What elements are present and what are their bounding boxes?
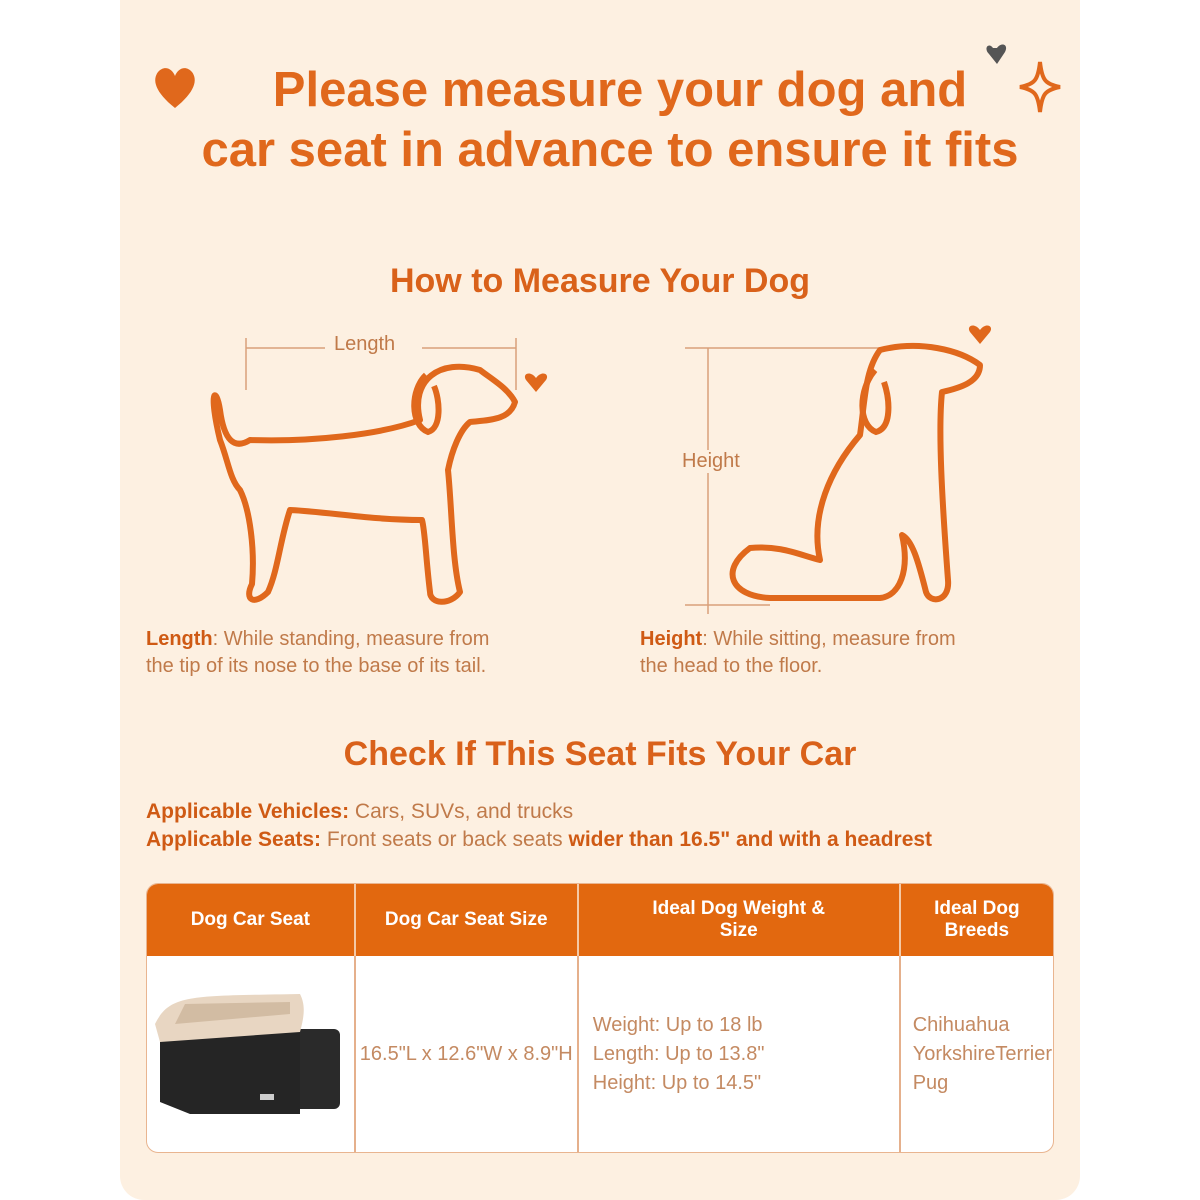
seats-text: Front seats or back seats bbox=[321, 828, 569, 851]
fit-heading: Check If This Seat Fits Your Car bbox=[343, 735, 857, 773]
breed-item: Chihuahua bbox=[912, 1013, 1010, 1036]
ideal-length: Length: Up to 13.8" bbox=[592, 1042, 765, 1065]
table-header-row bbox=[147, 884, 1053, 956]
height-dimension-label: Height bbox=[682, 450, 740, 472]
breed-item: Pug bbox=[912, 1071, 949, 1094]
ideal-height: Height: Up to 14.5" bbox=[592, 1071, 762, 1094]
height-caption-text-2: the head to the floor. bbox=[640, 655, 823, 677]
table-header: Dog Car Seat Size bbox=[356, 884, 579, 956]
vehicles-text: Cars, SUVs, and trucks bbox=[349, 800, 574, 823]
ideal-weight: Weight: Up to 18 lb bbox=[592, 1013, 763, 1036]
length-dimension-label: Length bbox=[334, 333, 396, 355]
product-image-cell bbox=[147, 956, 356, 1152]
seat-size-cell: 16.5"L x 12.6"W x 8.9"H bbox=[356, 956, 579, 1152]
height-caption bbox=[640, 626, 956, 680]
standing-dog-illustration bbox=[190, 330, 560, 620]
table-header: Ideal Dog Breeds bbox=[901, 884, 1053, 956]
vehicles-label: Applicable Vehicles: bbox=[146, 800, 350, 823]
breed-item: YorkshireTerrier bbox=[912, 1042, 1052, 1065]
page-title bbox=[150, 60, 1070, 180]
seats-label: Applicable Seats: bbox=[146, 828, 322, 851]
applicable-seats bbox=[146, 826, 932, 854]
breeds-cell bbox=[901, 956, 1053, 1152]
fit-table bbox=[146, 883, 1054, 1153]
height-caption-label: Height bbox=[640, 628, 703, 650]
length-caption-label: Length bbox=[146, 628, 213, 650]
length-caption-text-2: the tip of its nose to the base of its tail. bbox=[146, 655, 487, 677]
length-caption bbox=[146, 626, 489, 680]
ideal-size-cell bbox=[579, 956, 901, 1152]
title-line-1: Please measure your dog and bbox=[272, 63, 968, 117]
car-seat-product-image bbox=[150, 984, 350, 1124]
length-caption-text: : While standing, measure from bbox=[212, 628, 490, 650]
title-line-2: car seat in advance to ensure it fits bbox=[201, 123, 1019, 177]
height-caption-text: : While sitting, measure from bbox=[702, 628, 956, 650]
table-header: Ideal Dog Weight & Size bbox=[579, 884, 901, 956]
table-row bbox=[147, 956, 1053, 1152]
measure-heading: How to Measure Your Dog bbox=[389, 262, 810, 300]
seats-requirement: wider than 16.5" and with a headrest bbox=[568, 828, 933, 851]
table-header: Dog Car Seat bbox=[147, 884, 356, 956]
applicable-vehicles bbox=[146, 798, 573, 826]
